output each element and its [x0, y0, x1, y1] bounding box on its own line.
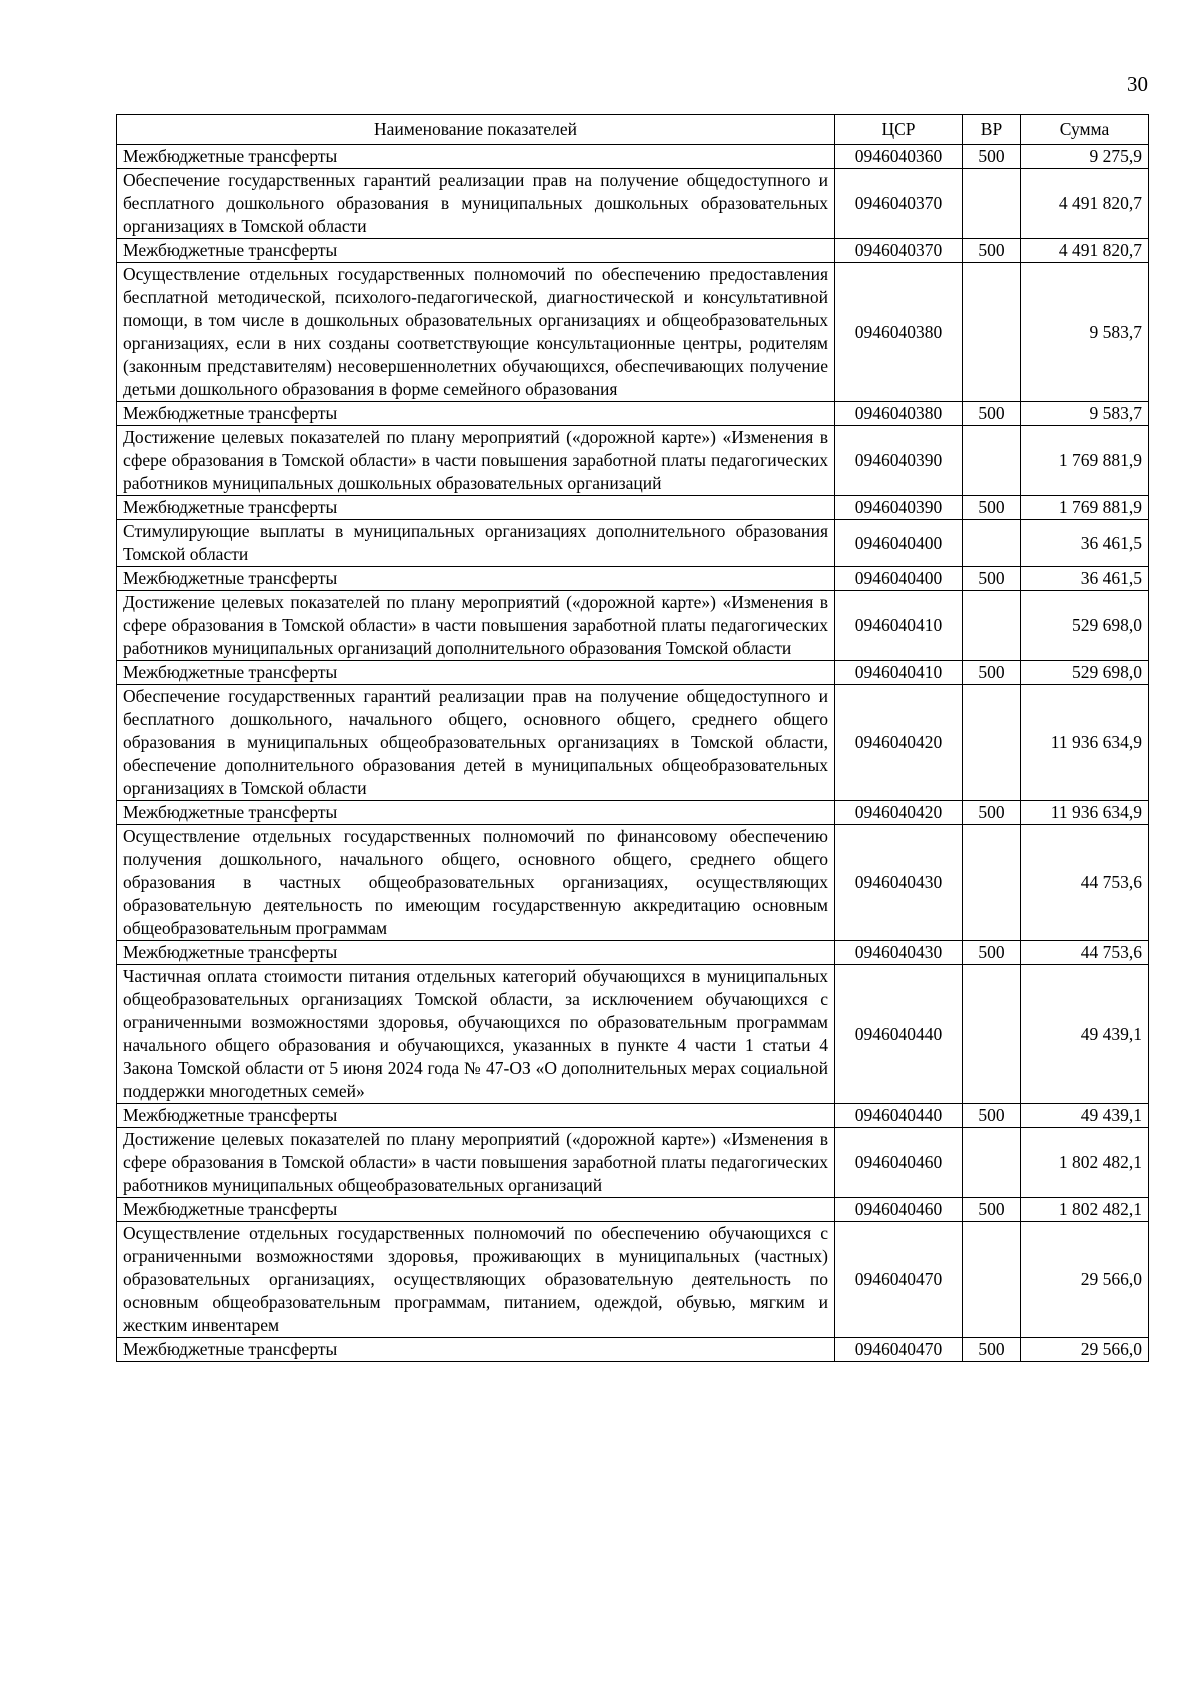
row-name: Межбюджетные трансферты	[117, 1338, 835, 1362]
row-vr	[963, 426, 1021, 496]
row-vr: 500	[963, 1104, 1021, 1128]
table-row	[117, 520, 1149, 567]
table-row	[117, 941, 1149, 965]
row-name: Осуществление отдельных государственных полномочий по обеспечению предоставления бесплатной методической, психолого-педагогической, диагностической и консультативной помощи, в том числе в дошкольных образовательных организациях и общеобразовательных организациях, если в них созданы соответствующие консультационные центры, родителям (законным представителям) несовершеннолетних обучающихся, обеспечивающих получение детьми дошкольного образования в форме семейного образования	[117, 263, 835, 402]
row-csr: 0946040380	[835, 402, 963, 426]
row-name: Межбюджетные трансферты	[117, 567, 835, 591]
table-row	[117, 661, 1149, 685]
row-name: Осуществление отдельных государственных полномочий по обеспечению обучающихся с ограниченными возможностями здоровья, проживающих в муниципальных (частных) образовательных организациях, осуществляющих образовательную деятельность по основным общеобразовательным программам, питанием, одеждой, обувью, мягким и жестким инвентарем	[117, 1222, 835, 1338]
table-row	[117, 1104, 1149, 1128]
table-row	[117, 801, 1149, 825]
row-csr: 0946040360	[835, 145, 963, 169]
row-sum: 9 583,7	[1021, 263, 1149, 402]
row-name: Межбюджетные трансферты	[117, 1198, 835, 1222]
row-vr: 500	[963, 567, 1021, 591]
row-vr	[963, 825, 1021, 941]
table-row	[117, 685, 1149, 801]
header-vr: ВР	[963, 115, 1021, 145]
row-sum: 9 275,9	[1021, 145, 1149, 169]
row-vr: 500	[963, 496, 1021, 520]
row-sum: 49 439,1	[1021, 1104, 1149, 1128]
table-row	[117, 567, 1149, 591]
table-row	[117, 239, 1149, 263]
row-sum: 529 698,0	[1021, 661, 1149, 685]
row-vr	[963, 685, 1021, 801]
row-vr	[963, 591, 1021, 661]
row-sum: 36 461,5	[1021, 567, 1149, 591]
row-name: Частичная оплата стоимости питания отдельных категорий обучающихся в муниципальных общеобразовательных организациях Томской области, за исключением обучающихся с ограниченными возможностями здоровья, обучающихся по образовательным программам начального общего образования и обучающихся, указанных в пункте 4 части 1 статьи 4 Закона Томской области от 5 июня 2024 года № 47-ОЗ «О дополнительных мерах социальной поддержки многодетных семей»	[117, 965, 835, 1104]
row-sum: 36 461,5	[1021, 520, 1149, 567]
row-sum: 4 491 820,7	[1021, 169, 1149, 239]
row-name: Межбюджетные трансферты	[117, 801, 835, 825]
table-header-row	[117, 115, 1149, 145]
row-sum: 1 802 482,1	[1021, 1198, 1149, 1222]
row-name: Межбюджетные трансферты	[117, 661, 835, 685]
table-row	[117, 825, 1149, 941]
table-row	[117, 1128, 1149, 1198]
row-csr: 0946040470	[835, 1338, 963, 1362]
row-sum: 29 566,0	[1021, 1222, 1149, 1338]
row-sum: 49 439,1	[1021, 965, 1149, 1104]
row-name: Достижение целевых показателей по плану мероприятий («дорожной карте») «Изменения в сфере образования в Томской области» в части повышения заработной платы педагогических работников муниципальных организаций дополнительного образования Томской области	[117, 591, 835, 661]
row-sum: 1 769 881,9	[1021, 426, 1149, 496]
table-row	[117, 965, 1149, 1104]
row-vr: 500	[963, 661, 1021, 685]
row-sum: 4 491 820,7	[1021, 239, 1149, 263]
row-vr: 500	[963, 145, 1021, 169]
row-name: Обеспечение государственных гарантий реализации прав на получение общедоступного и бесплатного дошкольного, начального общего, основного общего, среднего общего образования в муниципальных общеобразовательных организациях в Томской области, обеспечение дополнительного образования детей в муниципальных общеобразовательных организациях в Томской области	[117, 685, 835, 801]
row-csr: 0946040460	[835, 1198, 963, 1222]
row-csr: 0946040400	[835, 520, 963, 567]
row-name: Межбюджетные трансферты	[117, 496, 835, 520]
row-name: Межбюджетные трансферты	[117, 1104, 835, 1128]
row-name: Межбюджетные трансферты	[117, 402, 835, 426]
row-name: Межбюджетные трансферты	[117, 941, 835, 965]
row-name: Стимулирующие выплаты в муниципальных организациях дополнительного образования Томской области	[117, 520, 835, 567]
row-csr: 0946040440	[835, 965, 963, 1104]
row-sum: 11 936 634,9	[1021, 685, 1149, 801]
row-csr: 0946040430	[835, 825, 963, 941]
row-vr: 500	[963, 402, 1021, 426]
table-row	[117, 1338, 1149, 1362]
row-sum: 529 698,0	[1021, 591, 1149, 661]
table-row	[117, 591, 1149, 661]
row-vr: 500	[963, 801, 1021, 825]
table-row	[117, 145, 1149, 169]
table-row	[117, 1198, 1149, 1222]
budget-table	[116, 114, 1149, 1362]
row-csr: 0946040410	[835, 591, 963, 661]
row-sum: 9 583,7	[1021, 402, 1149, 426]
row-vr: 500	[963, 941, 1021, 965]
row-csr: 0946040390	[835, 426, 963, 496]
row-sum: 1 769 881,9	[1021, 496, 1149, 520]
row-sum: 1 802 482,1	[1021, 1128, 1149, 1198]
row-csr: 0946040470	[835, 1222, 963, 1338]
row-csr: 0946040400	[835, 567, 963, 591]
row-csr: 0946040410	[835, 661, 963, 685]
row-sum: 11 936 634,9	[1021, 801, 1149, 825]
row-vr: 500	[963, 239, 1021, 263]
row-vr: 500	[963, 1198, 1021, 1222]
header-csr: ЦСР	[835, 115, 963, 145]
row-csr: 0946040430	[835, 941, 963, 965]
row-vr	[963, 169, 1021, 239]
row-csr: 0946040380	[835, 263, 963, 402]
table-row	[117, 402, 1149, 426]
row-csr: 0946040420	[835, 801, 963, 825]
row-csr: 0946040370	[835, 169, 963, 239]
row-name: Межбюджетные трансферты	[117, 145, 835, 169]
page-number: 30	[1127, 72, 1148, 96]
table-row	[117, 169, 1149, 239]
row-sum: 44 753,6	[1021, 825, 1149, 941]
row-csr: 0946040420	[835, 685, 963, 801]
table-row	[117, 263, 1149, 402]
table-body	[117, 145, 1149, 1362]
row-sum: 44 753,6	[1021, 941, 1149, 965]
row-sum: 29 566,0	[1021, 1338, 1149, 1362]
row-vr	[963, 1128, 1021, 1198]
header-sum: Сумма	[1021, 115, 1149, 145]
row-vr: 500	[963, 1338, 1021, 1362]
row-csr: 0946040370	[835, 239, 963, 263]
row-name: Достижение целевых показателей по плану мероприятий («дорожной карте») «Изменения в сфере образования в Томской области» в части повышения заработной платы педагогических работников муниципальных общеобразовательных организаций	[117, 1128, 835, 1198]
row-name: Достижение целевых показателей по плану мероприятий («дорожной карте») «Изменения в сфере образования в Томской области» в части повышения заработной платы педагогических работников муниципальных дошкольных образовательных организаций	[117, 426, 835, 496]
row-csr: 0946040460	[835, 1128, 963, 1198]
row-vr	[963, 1222, 1021, 1338]
table-row	[117, 426, 1149, 496]
row-vr	[963, 263, 1021, 402]
row-name: Обеспечение государственных гарантий реализации прав на получение общедоступного и бесплатного дошкольного образования в муниципальных дошкольных образовательных организациях в Томской области	[117, 169, 835, 239]
table-row	[117, 496, 1149, 520]
table-row	[117, 1222, 1149, 1338]
row-vr	[963, 965, 1021, 1104]
row-name: Осуществление отдельных государственных полномочий по финансовому обеспечению получения дошкольного, начального общего, основного общего, среднего общего образования в частных общеобразовательных организациях, осуществляющих образовательную деятельность по имеющим государственную аккредитацию основным общеобразовательным программам	[117, 825, 835, 941]
row-csr: 0946040390	[835, 496, 963, 520]
row-name: Межбюджетные трансферты	[117, 239, 835, 263]
row-csr: 0946040440	[835, 1104, 963, 1128]
row-vr	[963, 520, 1021, 567]
header-name: Наименование показателей	[117, 115, 835, 145]
